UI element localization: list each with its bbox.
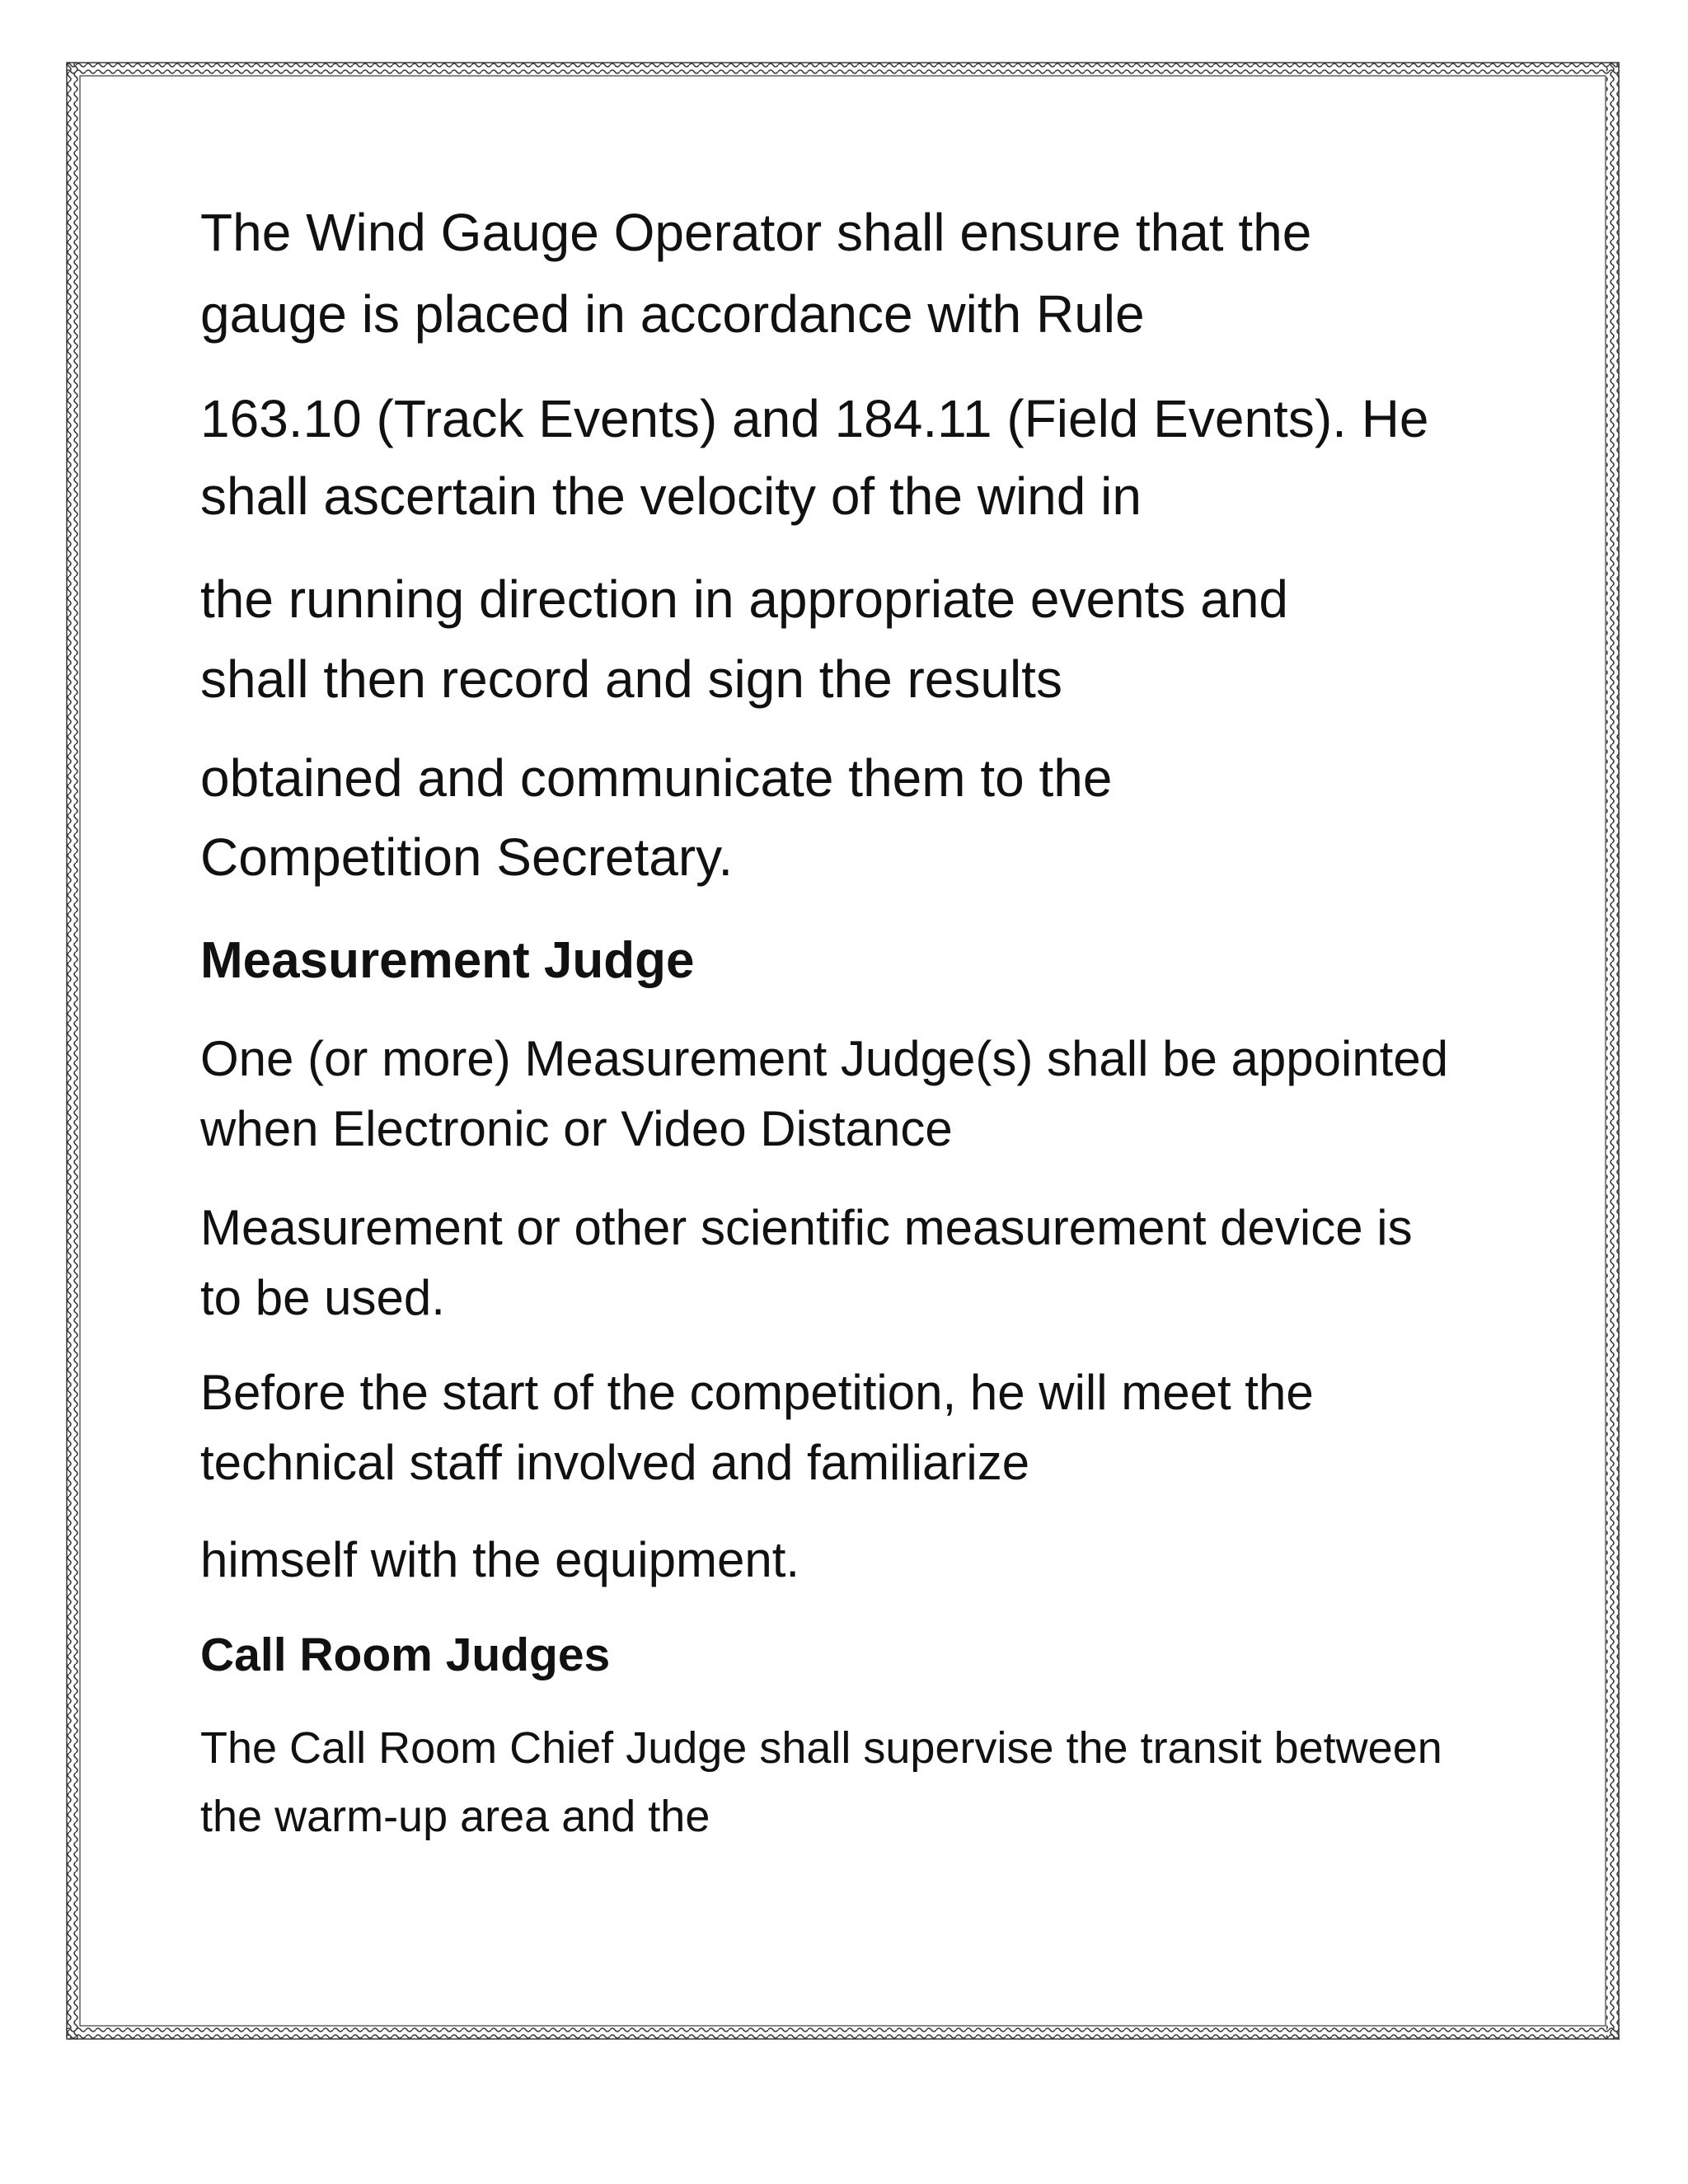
paragraph-7-line-1: Before the start of the competition, he will meet the (200, 1365, 1314, 1420)
paragraph-1-line-1: The Wind Gauge Operator shall ensure that the (200, 203, 1312, 262)
paragraph-2-line-2: shall ascertain the velocity of the wind in (200, 466, 1142, 526)
paragraph-2-line-1: 163.10 (Track Events) and 184.11 (Field Events). He (200, 389, 1429, 448)
paragraph-4-line-2: Competition Secretary. (200, 827, 734, 887)
heading-call-room-judges: Call Room Judges (200, 1629, 611, 1681)
paragraph-9-line-2: the warm-up area and the (200, 1792, 710, 1841)
paragraph-7-line-2: technical staff involved and familiarize (200, 1435, 1030, 1490)
paragraph-1-line-2: gauge is placed in accordance with Rule (200, 284, 1145, 344)
paragraph-9-line-1: The Call Room Chief Judge shall supervise the transit between (200, 1723, 1442, 1773)
paragraph-6-line-1: Measurement or other scientific measurement device is (200, 1200, 1413, 1255)
paragraph-3-line-1: the running direction in appropriate events and (200, 569, 1288, 629)
paragraph-5-line-2: when Electronic or Video Distance (200, 1101, 953, 1156)
paragraph-3-line-2: shall then record and sign the results (200, 649, 1062, 709)
paragraph-6-line-2: to be used. (200, 1270, 445, 1325)
paragraph-4-line-1: obtained and communicate them to the (200, 748, 1113, 808)
paragraph-8-line-1: himself with the equipment. (200, 1532, 800, 1587)
paragraph-5-line-1: One (or more) Measurement Judge(s) shall be appointed (200, 1031, 1449, 1086)
heading-measurement-judge: Measurement Judge (200, 932, 695, 989)
